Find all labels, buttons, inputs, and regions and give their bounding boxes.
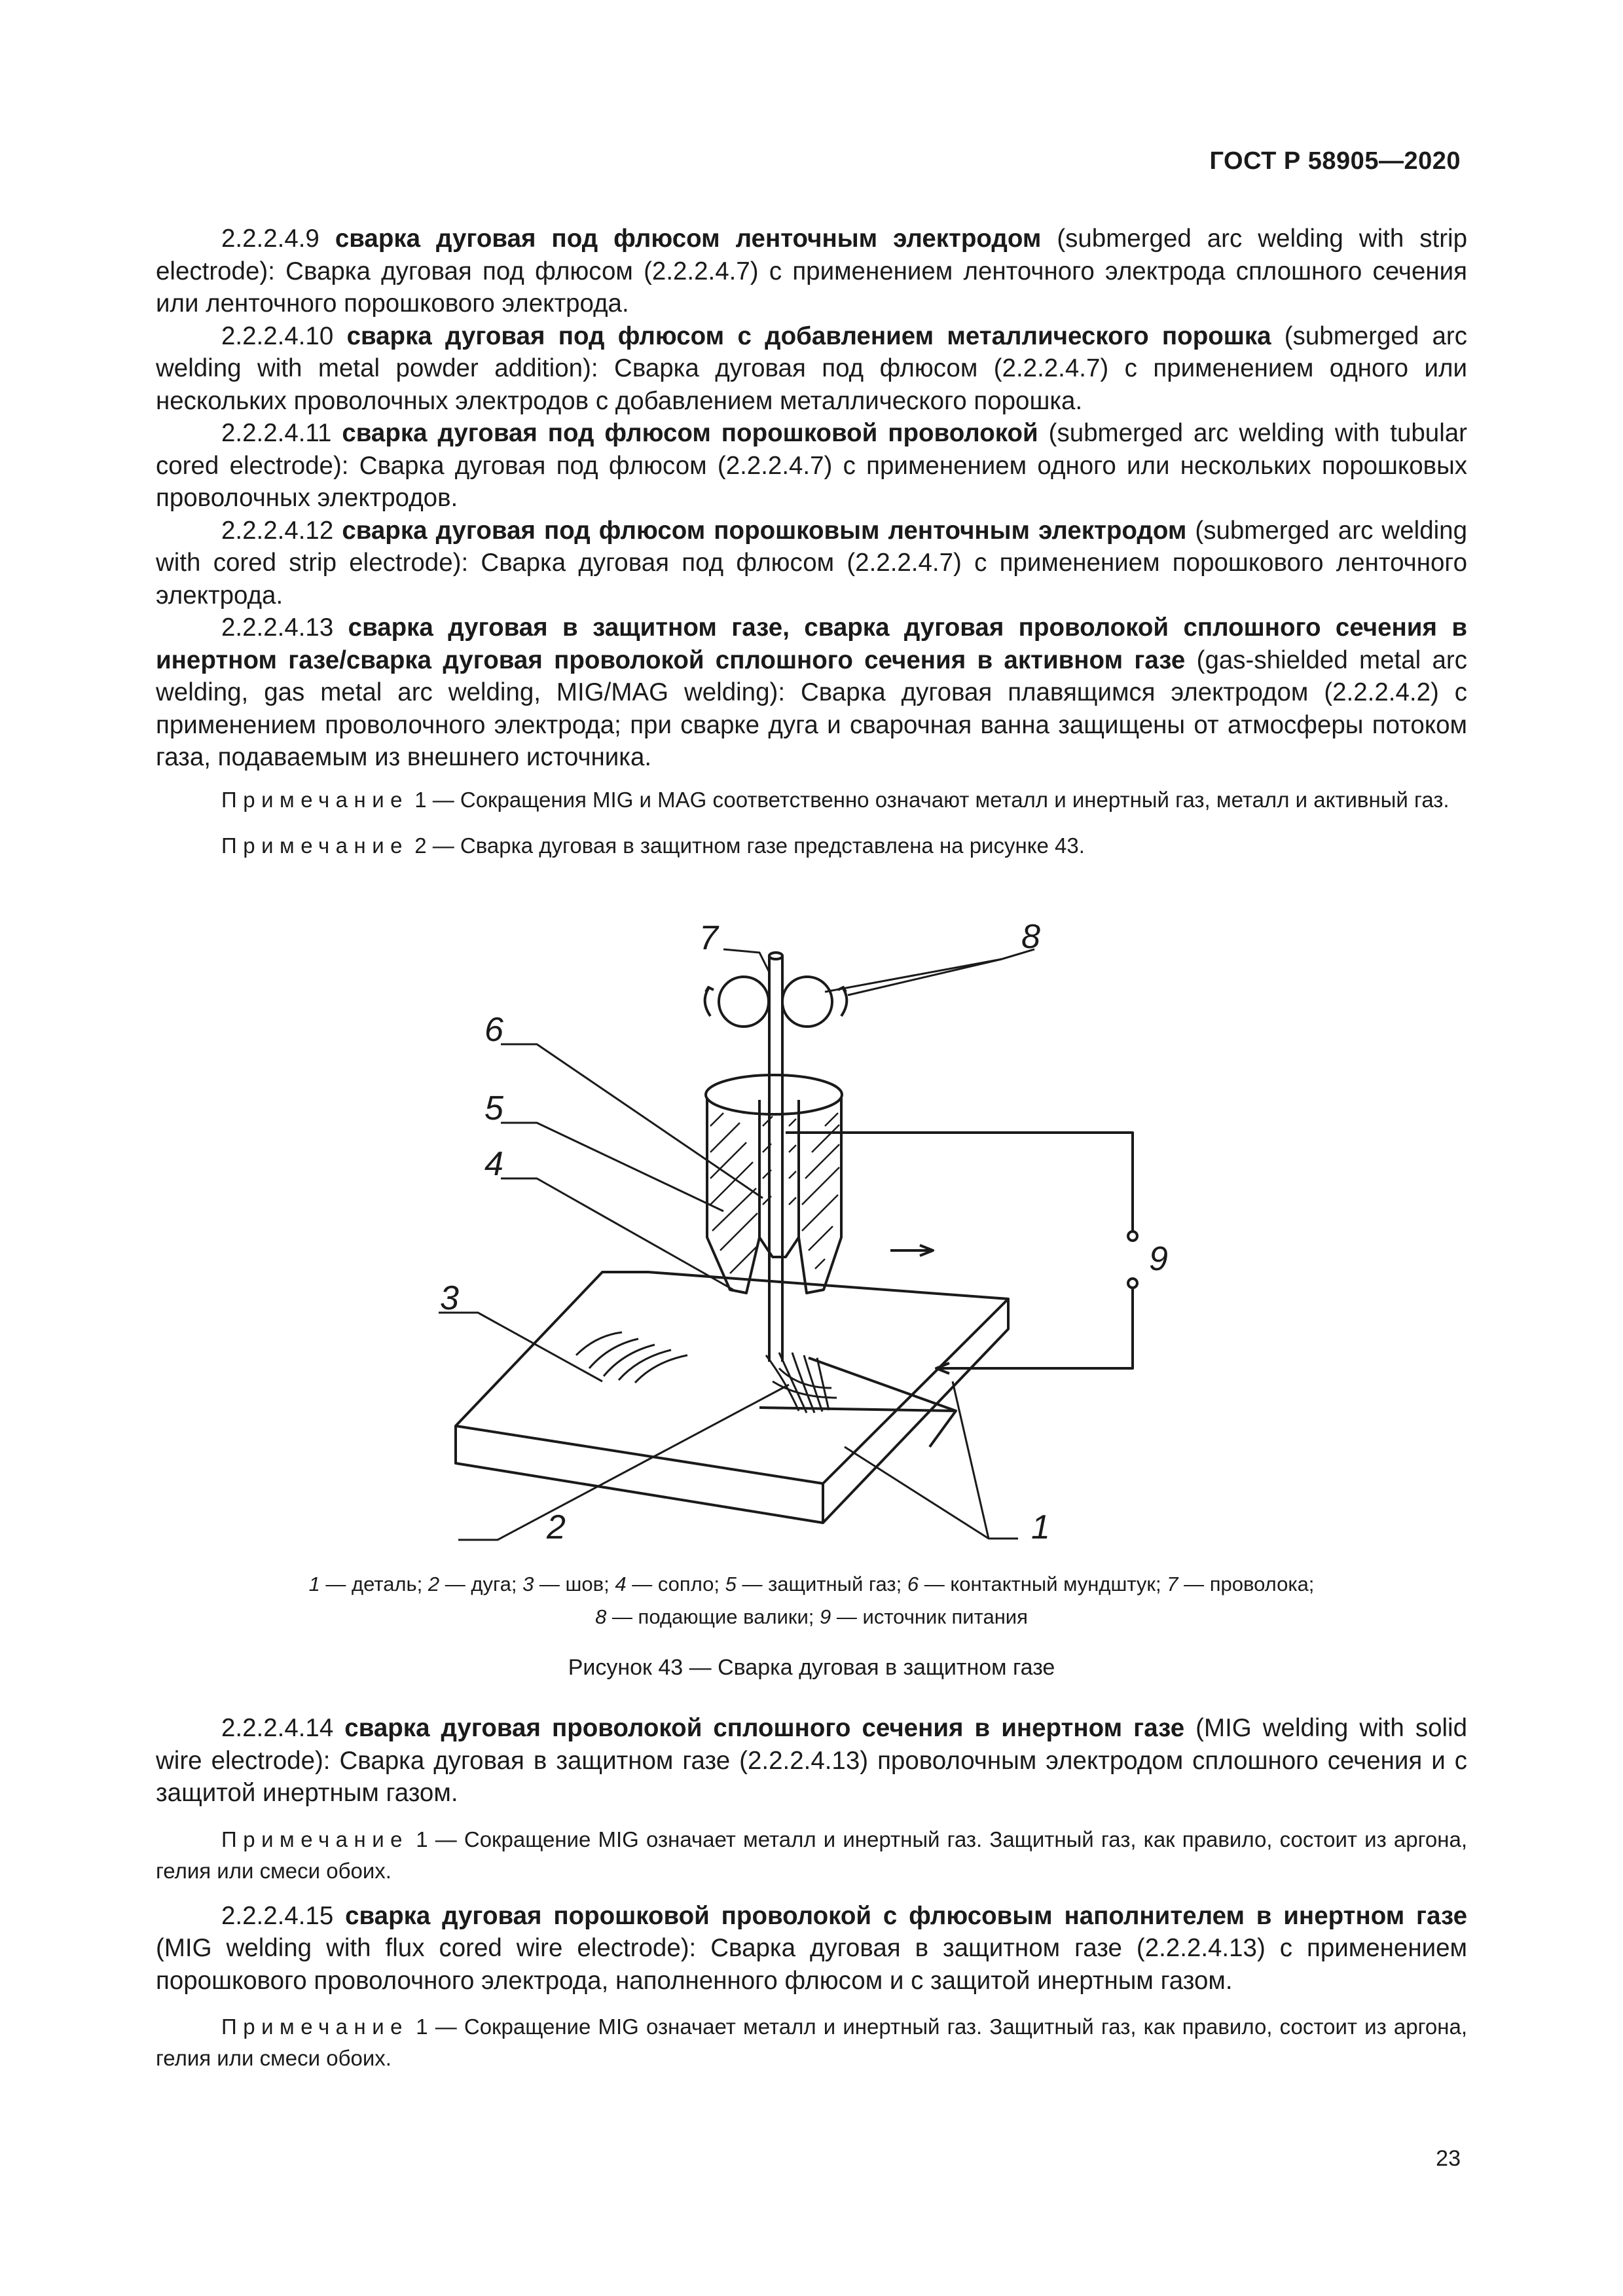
- label-4: 4: [484, 1145, 503, 1183]
- label-3: 3: [440, 1279, 459, 1317]
- note: Примечание 1 — Сокращение MIG означает металл и инертный газ. Защитный газ, как правило, состоит из аргона, гелия или смеси обоих.: [156, 1827, 1467, 1883]
- definition-paragraph: 2.2.2.4.12 сварка дуговая под флюсом порошковым ленточным электродом (submerged arc welding with cored strip electrode): Сварка дуговая под флюсом (2.2.2.4.7) с применением порошкового ленточного электрода.: [156, 516, 1467, 610]
- workpiece: [456, 1272, 1008, 1523]
- label-1: 1: [1031, 1508, 1050, 1546]
- label-8: 8: [1021, 918, 1040, 956]
- definition-paragraph: 2.2.2.4.10 сварка дуговая под флюсом с добавлением металлического порошка (submerged arc welding with metal powder addition): Сварка дуговая под флюсом (2.2.2.4.7) с применением одного или нескольких проволочных электродов с добавлением металлического порошка.: [156, 321, 1467, 415]
- page-number: 23: [1436, 2146, 1461, 2171]
- definitions-block: [156, 223, 1467, 774]
- term: сварка дуговая под флюсом с добавлением металлического порошка: [346, 321, 1271, 350]
- note: Примечание 2 — Сварка дуговая в защитном газе представлена на рисунке 43.: [221, 833, 1085, 858]
- label-9: 9: [1149, 1240, 1168, 1278]
- label-5: 5: [484, 1089, 503, 1127]
- label-6: 6: [484, 1011, 503, 1049]
- note: Примечание 1 — Сокращения MIG и MAG соответственно означают металл и инертный газ, металл и активный газ.: [221, 788, 1450, 812]
- standard-number: ГОСТ Р 58905—2020: [1209, 147, 1461, 175]
- definition-paragraph: 2.2.2.4.15 сварка дуговая порошковой проволокой с флюсовым наполнителем в инертном газе (MIG welding with flux cored wire electrode): Сварка дуговая в защитном газе (2.2.2.4.13) с применением порошкового проволочного электрода, наполненного флюсом и с защитой инертным газом.: [156, 1901, 1467, 1995]
- definition-paragraph: 2.2.2.4.11 сварка дуговая под флюсом порошковой проволокой (submerged arc welding with tubular cored electrode): Сварка дуговая под флюсом (2.2.2.4.7) с применением одного или нескольких порошковых проволочных электродов.: [156, 419, 1468, 512]
- label-7: 7: [699, 919, 718, 957]
- nozzle: [706, 1075, 842, 1293]
- welding-diagram: [432, 910, 1218, 1552]
- definitions-block-2: [156, 1712, 1467, 2074]
- feed-rollers: [705, 977, 847, 1027]
- figure-title: Рисунок 43 — Сварка дуговая в защитном газе: [568, 1655, 1055, 1680]
- definition-paragraph: 2.2.2.4.14 сварка дуговая проволокой сплошного сечения в инертном газе (MIG welding with solid wire electrode): Сварка дуговая в защитном газе (2.2.2.4.13) проволочным электродом сплошного сечения и с защитой инертным газом.: [156, 1714, 1467, 1807]
- direction-arrow: [890, 1245, 933, 1256]
- label-2: 2: [547, 1508, 566, 1546]
- term: сварка дуговая под флюсом порошковой проволокой: [342, 419, 1038, 447]
- term: сварка дуговая под флюсом ленточным электродом: [335, 225, 1042, 253]
- definition-paragraph: 2.2.2.4.13 сварка дуговая в защитном газе, сварка дуговая проволокой сплошного сечения в инертном газе/сварка дуговая проволокой сплошного сечения в активном газе (gas-shielded metal arc welding, gas metal arc welding, MIG/MAG welding): Сварка дуговая плавящимся электродом (2.2.2.4.2) с применением проволочного электрода; при сварке дуга и сварочная ванна защищены от атмосферы потоком газа, подаваемым из внешнего источника.: [156, 613, 1467, 771]
- term: сварка дуговая под флюсом порошковым ленточным электродом: [342, 516, 1187, 545]
- definition-paragraph: 2.2.2.4.9 сварка дуговая под флюсом ленточным электродом (submerged arc welding with strip electrode): Сварка дуговая под флюсом (2.2.2.4.7) с применением ленточного электрода сплошного сечения или ленточного порошкового электрода.: [156, 225, 1467, 318]
- term: сварка дуговая порошковой проволокой с флюсовым наполнителем в инертном газе: [345, 1901, 1467, 1930]
- notes-block: [156, 784, 1467, 862]
- term: сварка дуговая в защитном газе, сварка дуговая проволокой сплошного сечения в инертном газе/сварка дуговая проволокой сплошного сечения в активном газе: [156, 613, 1467, 674]
- term: сварка дуговая проволокой сплошного сечения в инертном газе: [344, 1714, 1185, 1742]
- note: Примечание 1 — Сокращение MIG означает металл и инертный газ. Защитный газ, как правило, состоит из аргона, гелия или смеси обоих.: [156, 2014, 1467, 2070]
- figure-legend: 1 — деталь; 2 — дуга; 3 — шов; 4 — сопло; 5 — защитный газ; 6 — контактный мундштук; 7 — проволока; 8 — подающие валики; 9 — источник питания: [308, 1573, 1315, 1628]
